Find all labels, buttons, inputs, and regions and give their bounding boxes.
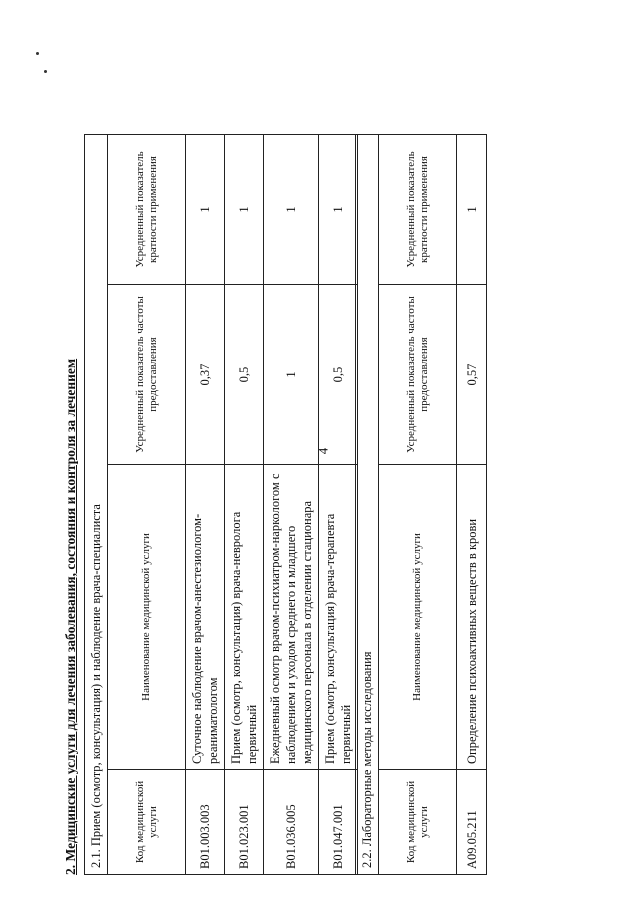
section-2-2 xyxy=(355,134,487,875)
table-caption: 2.1. Прием (осмотр, консультация) и наблюдение врача-специалиста xyxy=(85,135,108,875)
header-name: Наименование медицинской услуги xyxy=(108,465,186,770)
header-multiplicity: Усредненный показатель кратности применения xyxy=(108,135,186,285)
multiplicity-value: 1 xyxy=(186,135,225,285)
section-2-1 xyxy=(84,134,358,875)
service-name: Ежедневный осмотр врачом-психиатром-наркологом с наблюдением и уходом среднего и младшего медицинского персонала в отделении стационара xyxy=(264,465,319,770)
multiplicity-value: 1 xyxy=(264,135,319,285)
header-name: Наименование медицинской услуги xyxy=(379,465,457,770)
table-row xyxy=(264,135,319,875)
header-code: Код медицинской услуги xyxy=(108,770,186,875)
service-code: B01.047.001 xyxy=(319,770,358,875)
table-lab-methods xyxy=(355,134,487,875)
header-frequency: Усредненный показатель частоты предоставления xyxy=(379,285,457,465)
rotated-document xyxy=(0,55,640,905)
frequency-value: 0,5 xyxy=(225,285,264,465)
header-code: Код медицинской услуги xyxy=(379,770,457,875)
table-row xyxy=(457,135,487,875)
page-number: 4 xyxy=(315,447,331,455)
service-code: B01.036.005 xyxy=(264,770,319,875)
service-name: Прием (осмотр, консультация) врача-невролога первичный xyxy=(225,465,264,770)
service-name: Определение психоактивных веществ в крови xyxy=(457,465,487,770)
section-heading: 2. Медицинские услуги для лечения заболевания, состояния и контроля за лечением xyxy=(63,358,78,875)
table-caption: 2.2. Лабораторные методы исследования xyxy=(356,135,379,875)
service-code: B01.023.001 xyxy=(225,770,264,875)
frequency-value: 1 xyxy=(264,285,319,465)
table-row xyxy=(186,135,225,875)
frequency-value: 0,37 xyxy=(186,285,225,465)
header-multiplicity: Усредненный показатель кратности применения xyxy=(379,135,457,285)
frequency-value: 0,57 xyxy=(457,285,487,465)
table-row xyxy=(225,135,264,875)
service-name: Прием (осмотр, консультация) врача-терапевта первичный xyxy=(319,465,358,770)
multiplicity-value: 1 xyxy=(225,135,264,285)
multiplicity-value: 1 xyxy=(457,135,487,285)
multiplicity-value: 1 xyxy=(319,135,358,285)
service-name: Суточное наблюдение врачом-анестезиологом-реаниматологом xyxy=(186,465,225,770)
table-consultations xyxy=(84,134,358,875)
header-frequency: Усредненный показатель частоты предоставления xyxy=(108,285,186,465)
service-code: B01.003.003 xyxy=(186,770,225,875)
service-code: A09.05.211 xyxy=(457,770,487,875)
frequency-value: 0,5 xyxy=(319,285,358,465)
table-row xyxy=(319,135,358,875)
